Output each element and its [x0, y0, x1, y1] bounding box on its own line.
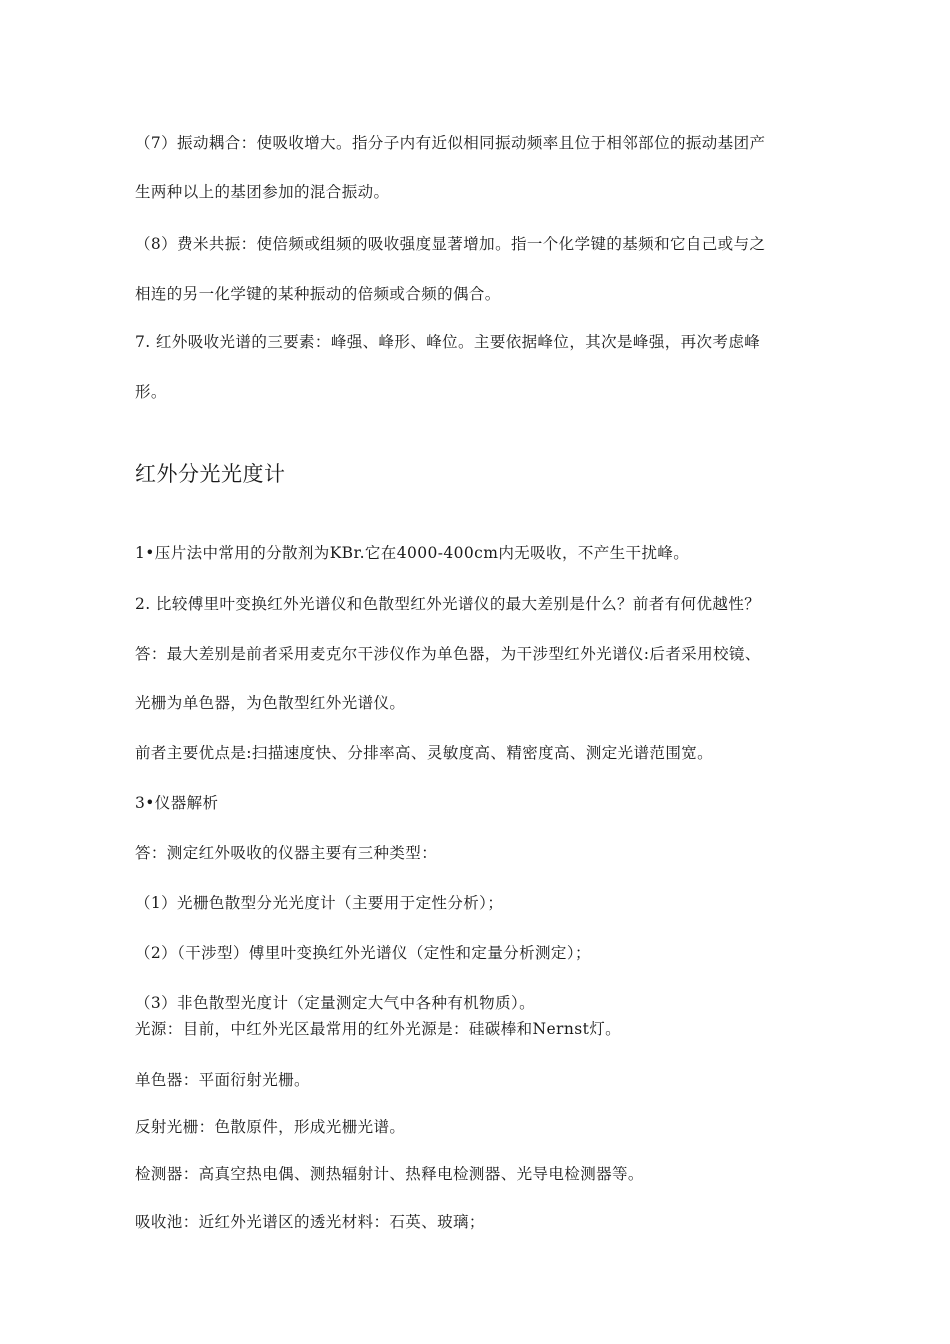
paragraph-line: （3）非色散型光度计（定量测定大气中各种有机物质）。 [135, 994, 536, 1012]
paragraph-line: 光源：目前，中红外光区最常用的红外光源是：硅碳棒和Nernst灯。 [135, 1020, 622, 1038]
paragraph-line: （1）光栅色散型分光光度计（主要用于定性分析）； [135, 894, 504, 912]
paragraph-line: 生两种以上的基团参加的混合振动。 [135, 183, 390, 201]
paragraph-line: 检测器：高真空热电偶、测热辐射计、热释电检测器、光导电检测器等。 [135, 1165, 644, 1183]
paragraph-line: （7）振动耦合：使吸收增大。指分子内有近似相同振动频率且位于相邻部位的振动基团产 [135, 134, 766, 152]
paragraph-line: 7. 红外吸收光谱的三要素：峰强、峰形、峰位。主要依据峰位，其次是峰强，再次考虑峰 [135, 333, 761, 351]
paragraph-line: （8）费米共振：使倍频或组频的吸收强度显著增加。指一个化学键的基频和它自己或与之 [135, 235, 766, 253]
paragraph-line: （2）（干涉型）傅里叶变换红外光谱仪（定性和定量分析测定）； [135, 944, 591, 962]
paragraph-line: 形。 [135, 383, 167, 401]
paragraph-line: 1•压片法中常用的分散剂为KBr.它在4000-400cm内无吸收，不产生干扰峰。 [135, 544, 690, 562]
paragraph-line: 相连的另一化学键的某种振动的倍频或合频的偶合。 [135, 285, 501, 303]
paragraph-line: 光栅为单色器，为色散型红外光谱仪。 [135, 694, 406, 712]
paragraph-line: 答：测定红外吸收的仪器主要有三种类型： [135, 844, 438, 862]
paragraph-line: 反射光栅：色散原件，形成光栅光谱。 [135, 1118, 406, 1136]
paragraph-line: 答：最大差别是前者采用麦克尔干涉仪作为单色器，为干涉型红外光谱仪:后者采用校镜、 [135, 645, 761, 663]
paragraph-line: 单色器：平面衍射光栅。 [135, 1071, 310, 1089]
paragraph-line: 3•仪器解析 [135, 794, 219, 812]
paragraph-line: 前者主要优点是:扫描速度快、分排率高、灵敏度高、精密度高、测定光谱范围宽。 [135, 744, 714, 762]
paragraph-line: 2. 比较傅里叶变换红外光谱仪和色散型红外光谱仪的最大差别是什么？前者有何优越性？ [135, 595, 761, 613]
paragraph-line: 吸收池：近红外光谱区的透光材料：石英、玻璃； [135, 1213, 485, 1231]
section-heading: 红外分光光度计 [135, 462, 286, 486]
